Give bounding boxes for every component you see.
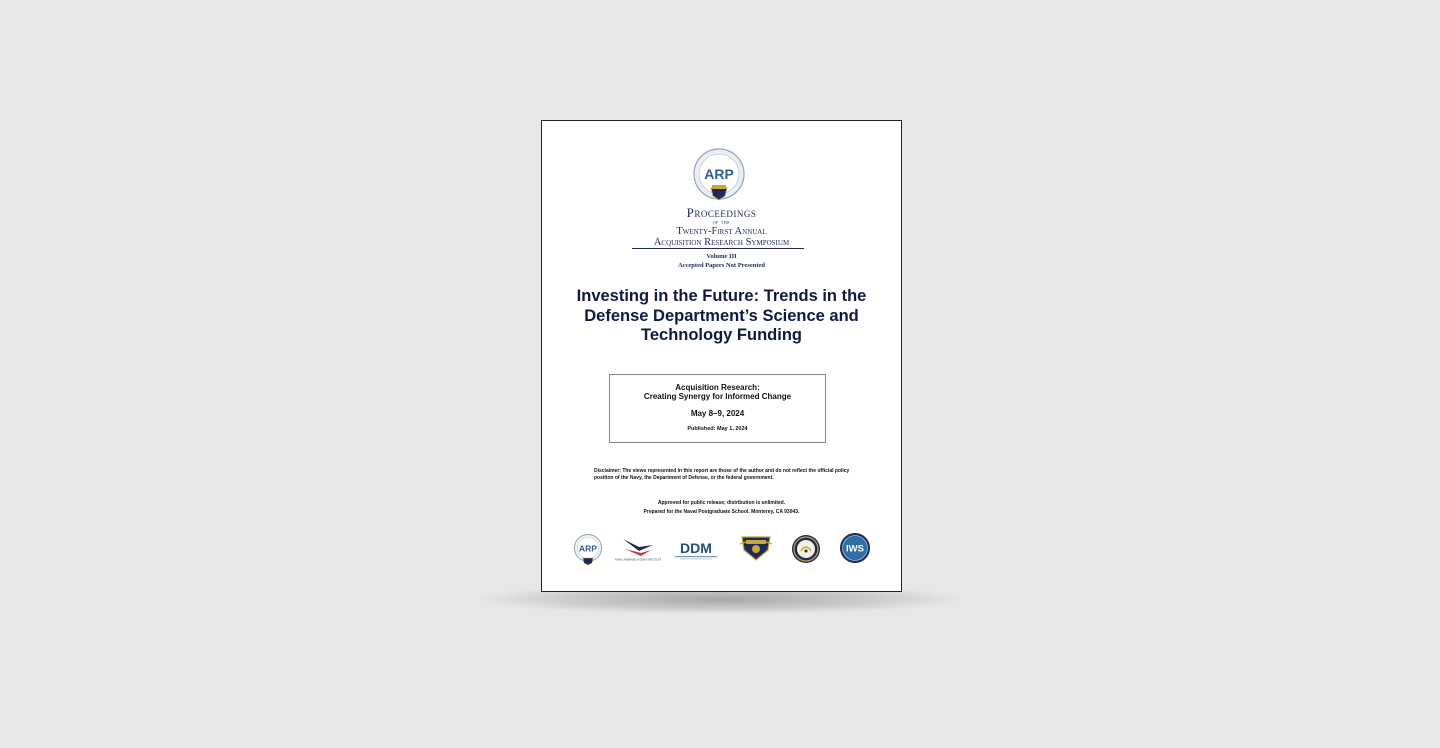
info-line-1: Acquisition Research: [675, 383, 760, 392]
nps-shield-logo-icon [739, 534, 773, 562]
svg-text:ARP: ARP [704, 166, 734, 182]
header-rule [632, 248, 804, 249]
iws-logo-icon [839, 532, 871, 564]
volume-label: Volume III [706, 253, 737, 260]
approval-line: Approved for public release; distribution is unlimited. [657, 500, 786, 506]
paper-title: Investing in the Future: Trends in the Defense Department’s Science and Technology Funding [576, 287, 867, 344]
svg-text:DDM: DDM [680, 540, 712, 556]
arp-logo-icon [573, 534, 603, 566]
svg-text:IWS: IWS [846, 543, 864, 555]
proceedings-heading: Proceedings [686, 205, 757, 220]
arp-seal-icon [693, 148, 745, 204]
prepared-line: Prepared for the Naval Postgraduate School, Monterey, CA 93943. [643, 509, 800, 515]
svg-text:NAVAL WARFARE STUDIES INSTITUT: NAVAL WARFARE STUDIES INSTITUTE [614, 558, 662, 562]
volume-subtitle: Accepted Papers Not Presented [677, 262, 766, 269]
proceedings-symposium: Acquisition Research Symposium [653, 237, 790, 248]
info-dates: May 8–9, 2024 [690, 409, 745, 418]
proceedings-edition: Twenty-First Annual [676, 226, 767, 237]
disclaimer-text: Disclaimer: The views represented in this report are those of the author and do not reflect the official policy position of the Navy, the Department of Defense, or the federal government. [594, 468, 850, 481]
proceedings-of-the: of the [712, 220, 731, 226]
gold-seal-logo-icon [791, 534, 821, 564]
document-page [541, 120, 902, 592]
nwsi-logo-icon [614, 535, 662, 565]
info-line-2: Creating Synergy for Informed Change [643, 392, 792, 401]
svg-text:ARP: ARP [579, 543, 597, 554]
info-published: Published: May 1, 2024 [687, 426, 748, 432]
symposium-info-box [609, 374, 826, 443]
ddm-logo-icon [672, 538, 720, 562]
